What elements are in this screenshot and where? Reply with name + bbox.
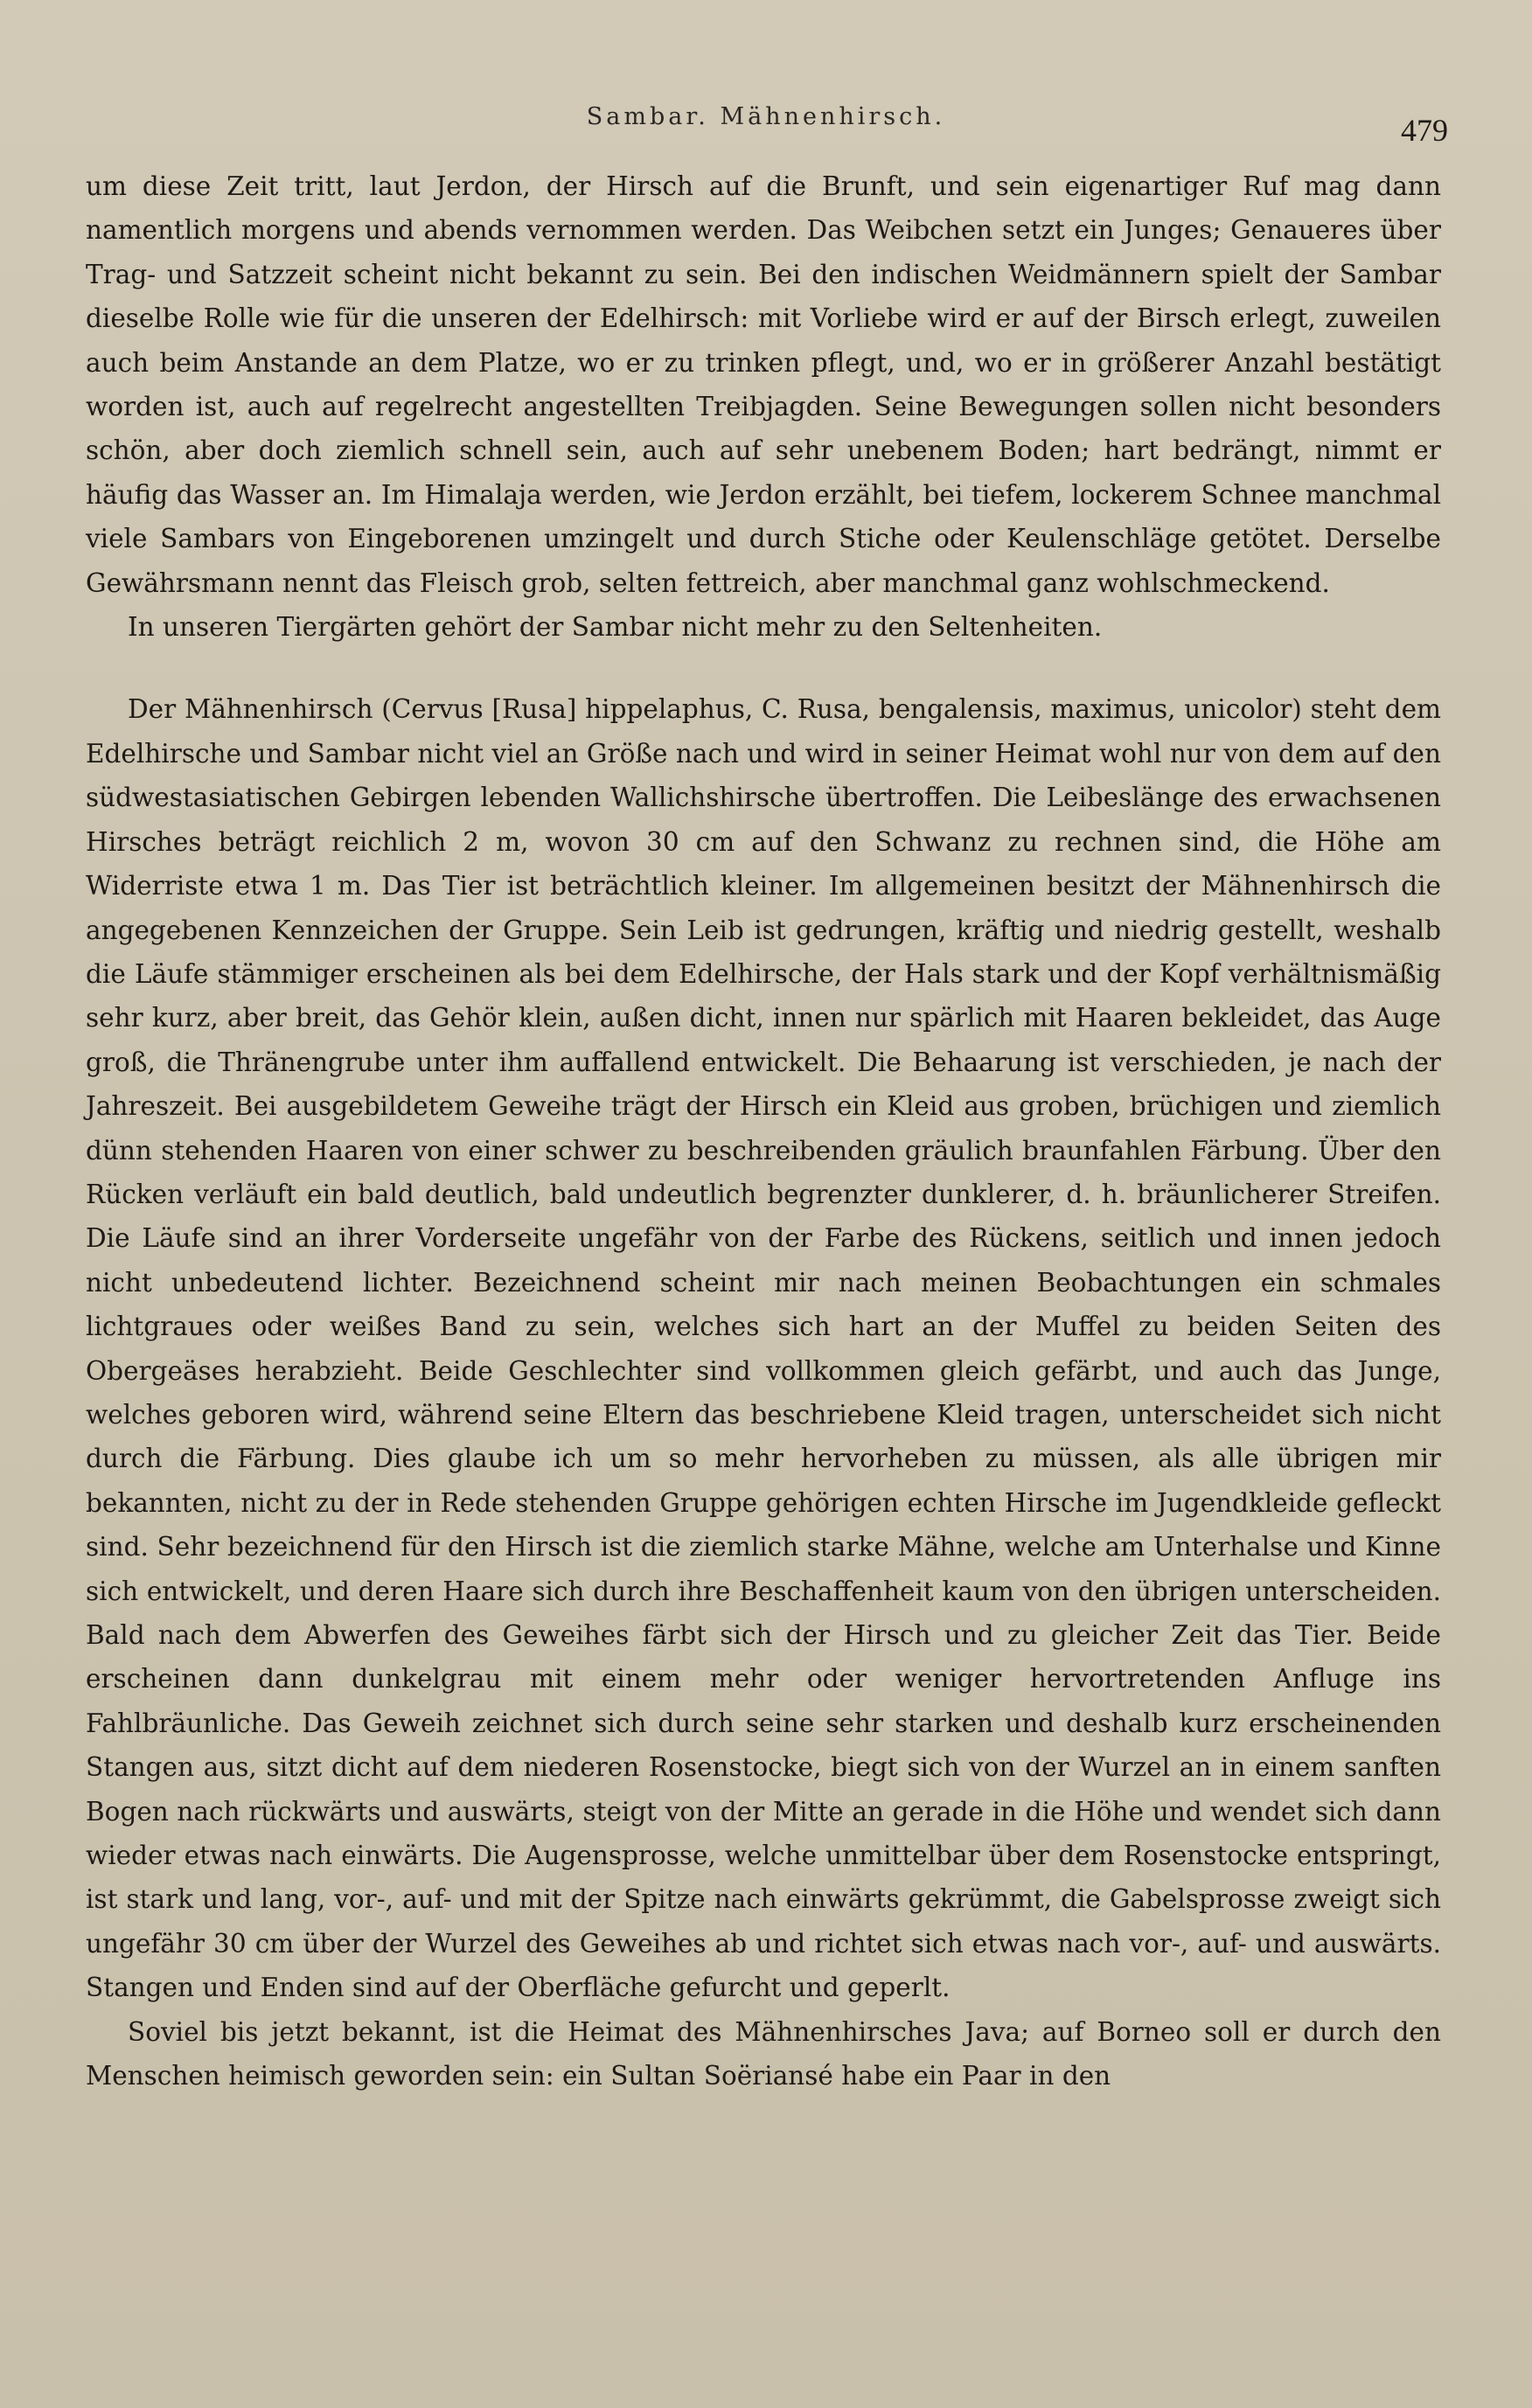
- paragraph-sambar-zoo: In unseren Tiergärten gehört der Sambar nicht mehr zu den Seltenheiten.: [128, 612, 1103, 643]
- paragraph-maehnenhirsch-habitat: Soviel bis jetzt bekannt, ist die Heimat des Mähnenhirsches Java; auf Borneo soll er durch den Menschen heimisch geworden sein: ein Sultan Soëriansé habe ein Paar in den: [86, 2016, 1441, 2091]
- page-number: 479: [1401, 113, 1448, 148]
- body-text: [86, 164, 1441, 2098]
- page-header: [84, 103, 1448, 156]
- running-head: Sambar. Mähnenhirsch.: [586, 103, 946, 130]
- paragraph-maehnenhirsch-description: Der Mähnenhirsch (Cervus [Rusa] hippelaphus, C. Rusa, bengalensis, maximus, unicolor) steht dem Edelhirsche und Sambar nicht viel an Größe nach und wird in seiner Heimat wohl nur von dem auf den südwestasiatischen Gebirgen lebenden Wallichshirsche übertroffen. Die Leibeslänge des erwachsenen Hirsches beträgt reichlich 2 m, wovon 30 cm auf den Schwanz zu rechnen sind, die Höhe am Widerriste etwa 1 m. Das Tier ist beträchtlich kleiner. Im allgemeinen besitzt der Mähnenhirsch die angegebenen Kennzeichen der Gruppe. Sein Leib ist gedrungen, kräftig und niedrig gestellt, weshalb die Läufe stämmiger erscheinen als bei dem Edelhirsche, der Hals stark und der Kopf verhältnismäßig sehr kurz, aber breit, das Gehör klein, außen dicht, innen nur spärlich mit Haaren bekleidet, das Auge groß, die Thränengrube unter ihm auffallend entwickelt. Die Behaarung ist verschieden, je nach der Jahreszeit. Bei ausgebildetem Geweihe trägt der Hirsch ein Kleid aus groben, brüchigen und ziemlich dünn stehenden Haaren von einer schwer zu beschreibenden gräulich braunfahlen Färbung. Über den Rücken verläuft ein bald deutlich, bald undeutlich begrenzter dunklerer, d. h. bräunlicherer Streifen. Die Läufe sind an ihrer Vorderseite ungefähr von der Farbe des Rückens, seitlich und innen jedoch nicht unbedeutend lichter. Bezeichnend scheint mir nach meinen Beobachtungen ein schmales lichtgraues oder weißes Band zu sein, welches sich hart an der Muffel zu beiden Seiten des Obergeäses herabzieht. Beide Geschlechter sind vollkommen gleich gefärbt, und auch das Junge, welches geboren wird, während seine Eltern das beschriebene Kleid tragen, unterscheidet sich nicht durch die Färbung. Dies glaube ich um so mehr hervorheben zu müssen, als alle übrigen mir bekannten, nicht zu der in Rede stehenden Gruppe gehörigen echten Hirsche im Jugendkleide gefleckt sind. Sehr bezeichnend für den Hirsch ist die ziemlich starke Mähne, welche am Unterhalse und Kinne sich entwickelt, und deren Haare sich durch ihre Beschaffenheit kaum von den übrigen unterscheiden. Bald nach dem Abwerfen des Geweihes färbt sich der Hirsch und zu gleicher Zeit das Tier. Beide erscheinen dann dunkelgrau mit einem mehr oder weniger hervortretenden Anfluge ins Fahlbräunliche. Das Geweih zeichnet sich durch seine sehr starken und deshalb kurz erscheinenden Stangen aus, sitzt dicht auf dem niederen Rosenstocke, biegt sich von der Wurzel an in einem sanften Bogen nach rückwärts und auswärts, steigt von der Mitte an gerade in die Höhe und wendet sich dann wieder etwas nach einwärts. Die Augensprosse, welche unmittelbar über dem Rosenstocke entspringt, ist stark und lang, vor-, auf- und mit der Spitze nach einwärts gekrümmt, die Gabelsprosse zweigt sich ungefähr 30 cm über der Wurzel des Geweihes ab und richtet sich etwas nach vor-, auf- und auswärts. Stangen und Enden sind auf der Oberfläche gefurcht und geperlt.: [86, 694, 1441, 2003]
- paragraph-sambar-continued: um diese Zeit tritt, laut Jerdon, der Hirsch auf die Brunft, und sein eigenartiger Ruf mag dann namentlich morgens und abends vernommen werden. Das Weibchen setzt ein Junges; Genaueres über Trag- und Satzzeit scheint nicht bekannt zu sein. Bei den indischen Weidmännern spielt der Sambar dieselbe Rolle wie für die unseren der Edelhirsch: mit Vorliebe wird er auf der Birsch erlegt, zuweilen auch beim Anstande an dem Platze, wo er zu trinken pflegt, und, wo er in größerer Anzahl bestätigt worden ist, auch auf regelrecht angestellten Treibjagden. Seine Bewegungen sollen nicht besonders schön, aber doch ziemlich schnell sein, auch auf sehr unebenem Boden; hart bedrängt, nimmt er häufig das Wasser an. Im Himalaja werden, wie Jerdon erzählt, bei tiefem, lockerem Schnee manchmal viele Sambars von Eingeborenen umzingelt und durch Stiche oder Keulenschläge getötet. Derselbe Gewährsmann nennt das Fleisch grob, selten fettreich, aber manchmal ganz wohlschmeckend.: [86, 171, 1441, 598]
